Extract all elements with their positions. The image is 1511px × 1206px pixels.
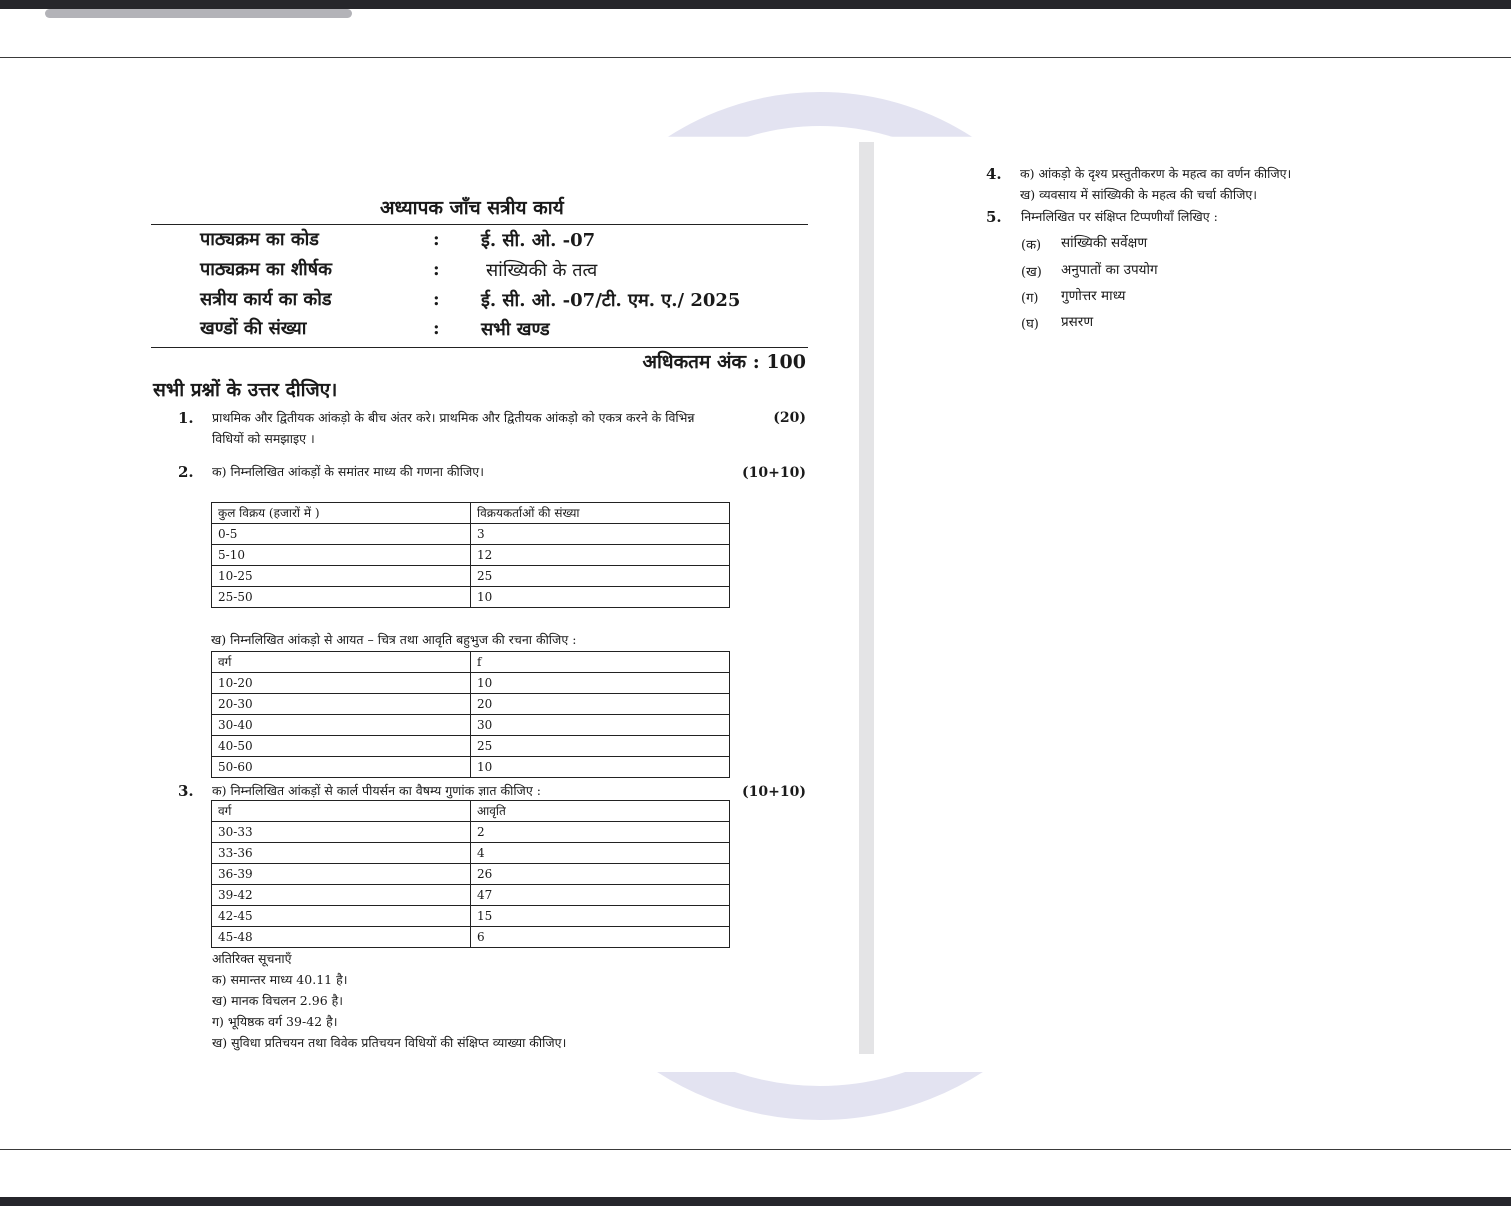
table-cell: 4 [471,843,730,864]
q3-table [211,800,730,948]
table-row [212,757,730,778]
table-cell: 40-50 [212,736,471,757]
q5-item-tag: (ख) [1021,265,1042,280]
table-header-row [212,503,730,524]
table-cell: 42-45 [212,906,471,927]
table-cell: 25-50 [212,587,471,608]
footer-divider [0,1149,1511,1150]
table-cell: 36-39 [212,864,471,885]
viewer-bottom-bar [0,1197,1511,1206]
table-row [212,587,730,608]
table-cell: 3 [471,524,730,545]
table-cell: 5-10 [212,545,471,566]
maximum-marks: अधिकतम अंक : 100 [642,351,806,373]
table-cell: 10 [471,757,730,778]
meta-colon: : [433,318,440,339]
meta-value-assignment-code: ई. सी. ओ. -07/टी. एम. ए./ 2025 [481,290,741,311]
table-cell: 15 [471,906,730,927]
q2a-text: क) निम्नलिखित आंकड़ों के समांतर माध्य की गणना कीजिए। [212,464,484,479]
table-header-cell: कुल विक्रय (हजारों में ) [212,503,471,524]
q5-item-tag: (क) [1021,238,1042,253]
table-cell: 6 [471,927,730,948]
table-cell: 33-36 [212,843,471,864]
meta-colon: : [433,229,440,250]
table-header-cell: वर्ग [212,801,471,822]
table-row [212,545,730,566]
question-number: 1. [178,409,194,427]
table-row [212,843,730,864]
q5-text: निम्नलिखित पर संक्षिप्त टिप्पणीयाँ लिखिए : [1021,209,1218,224]
table-cell: 10-25 [212,566,471,587]
table-header-row [212,801,730,822]
table-cell: 10-20 [212,673,471,694]
horizontal-scroll-thumb[interactable] [45,9,352,18]
table-row [212,885,730,906]
table-cell: 10 [471,587,730,608]
meta-value-course-code: ई. सी. ओ. -07 [481,230,596,251]
table-row [212,715,730,736]
meta-colon: : [433,259,440,280]
table-cell: 30-40 [212,715,471,736]
meta-value-course-title: सांख्यिकी के तत्व [486,260,598,281]
table-header-cell: वर्ग [212,652,471,673]
q5-item-tag: (ग) [1021,291,1039,306]
table-row [212,694,730,715]
q5-item-tag: (घ) [1021,317,1039,332]
meta-label-assignment-code: सत्रीय कार्य का कोड [200,289,332,310]
table-cell: 30 [471,715,730,736]
q3-extra-heading: अतिरिक्त सूचनाएँ [212,951,292,966]
q3b-text: ख) सुविधा प्रतिचयन तथा विवेक प्रतिचयन विधियों की संक्षिप्त व्याख्या कीजिए। [212,1035,567,1050]
table-header-cell: आवृति [471,801,730,822]
q3-extra-item: क) समान्तर माध्य 40.11 है। [212,972,348,987]
table-cell: 50-60 [212,757,471,778]
viewer-top-bar [0,0,1511,9]
table-cell: 20 [471,694,730,715]
q1-marks: (20) [773,410,806,426]
q3-extra-item: ख) मानक विचलन 2.96 है। [212,993,343,1008]
table-cell: 47 [471,885,730,906]
table-header-row [212,652,730,673]
table-cell: 45-48 [212,927,471,948]
q5-item-text: प्रसरण [1061,314,1094,330]
table-cell: 26 [471,864,730,885]
table-row [212,524,730,545]
table-cell: 12 [471,545,730,566]
question-number: 4. [986,165,1002,183]
table-cell: 0-5 [212,524,471,545]
table-row [212,906,730,927]
page-gutter [859,142,874,1054]
meta-label-course-code: पाठ्यक्रम का कोड [200,229,319,250]
table-row [212,736,730,757]
question-number: 3. [178,782,194,800]
q2b-text: ख) निम्नलिखित आंकड़ो से आयत – चित्र तथा आवृति बहुभुज की रचना कीजिए : [211,632,577,647]
table-row [212,927,730,948]
table-cell: 10 [471,673,730,694]
question-number: 2. [178,463,194,481]
meta-value-blocks: सभी खण्ड [481,319,550,340]
question-number: 5. [986,208,1002,226]
table-cell: 30-33 [212,822,471,843]
q4a-text: क) आंकड़ो के दृश्य प्रस्तुतीकरण के महत्व का वर्णन कीजिए। [1020,166,1292,181]
q3-extra-item: ग) भूयिष्ठक वर्ग 39-42 है। [212,1014,338,1029]
table-cell: 25 [471,736,730,757]
q3-marks: (10+10) [742,784,806,800]
q5-item-text: सांख्यिकी सर्वेक्षण [1061,235,1148,251]
table-row [212,864,730,885]
q3a-text: क) निम्नलिखित आंकड़ों से कार्ल पीयर्सन का वैषम्य गुणांक ज्ञात कीजिए : [212,783,541,798]
q1-text-line1: प्राथमिक और द्वितीयक आंकड़ो के बीच अंतर करे। प्राथमिक और द्वितीयक आंकड़ो को एकत्र करने के विभिन्न [212,410,695,425]
q2-marks: (10+10) [742,465,806,481]
meta-label-course-title: पाठ्यक्रम का शीर्षक [200,259,332,280]
document-title: अध्यापक जाँच सत्रीय कार्य [380,197,564,219]
q4b-text: ख) व्यवसाय में सांख्यिकी के महत्व की चर्चा कीजिए। [1020,187,1258,202]
table-cell: 20-30 [212,694,471,715]
table-cell: 2 [471,822,730,843]
q1-text-line2: विधियों को समझाइए । [212,431,315,446]
q5-item-text: गुणोत्तर माध्य [1061,288,1126,304]
meta-colon: : [433,289,440,310]
instruction: सभी प्रश्नों के उत्तर दीजिए। [153,379,338,401]
toolbar-divider [0,57,1511,58]
q2a-table [211,502,730,608]
q2b-table [211,651,730,778]
table-row [212,673,730,694]
table-header-cell: f [471,652,730,673]
table-cell: 39-42 [212,885,471,906]
header-top-rule [151,224,808,225]
table-cell: 25 [471,566,730,587]
q5-item-text: अनुपातों का उपयोग [1061,262,1158,278]
meta-label-blocks: खण्डों की संख्या [200,318,307,339]
table-row [212,822,730,843]
table-header-cell: विक्रयकर्ताओं की संख्या [471,503,730,524]
table-row [212,566,730,587]
